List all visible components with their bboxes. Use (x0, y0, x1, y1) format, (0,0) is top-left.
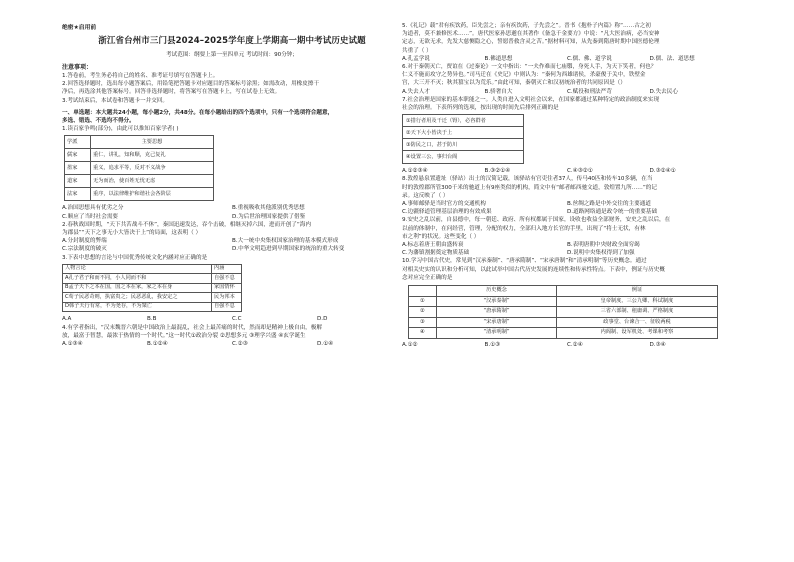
option-c[interactable]: C.顺应了当时社会需要 (62, 213, 119, 220)
table-header-row: 学派 主要思想 (65, 136, 214, 149)
option-d[interactable]: D.失去民心 (649, 88, 678, 95)
option-c[interactable]: C.④③②① (567, 168, 593, 175)
table-header-row: 历史概念 例证 (409, 286, 718, 297)
question-5: 5.《礼记》载“君有疾饮药，臣先尝之；亲有疾饮药，子先尝之”。晋书《抱朴子内篇》称“……古之初 为道者，莫不兼修医术……”。唐代医家孙思邈在其著作《备急千金要方》中说：“凡大医治病，必当安神 定志，无欲无求，先发大慈恻隐之心，誓愿普救含灵之苦。”据材料可知，从先秦到隋唐时期中国医德伦理 共重了（ ） A.孔孟学说 B.佛道思想 C.儒、佛、道学说 D.儒、法、道思想 (402, 22, 732, 63)
table-row: 法家 重序，以法律维护和谐社会各阶层 (65, 188, 214, 201)
option-b[interactable]: B.骄奢自大 (484, 88, 513, 95)
section-heading: 一、单选题：本大题共24小题，每小题2分，共48分。在每小题给出的四个选项中，只有一个选项符合题意， 多选、错选、不选均不得分。 (62, 109, 334, 125)
q8-options (402, 200, 732, 216)
table-row: ② “唐承隋制” 三省六部制、租庸调、严格制度 (409, 307, 718, 318)
option-b[interactable]: B.丝绸之路是中外交往的主要通道 (567, 201, 651, 208)
table-row: ④ “清承明制” 内阁制、设军机处、考课和考察 (409, 328, 718, 339)
option-a[interactable]: A.失去人才 (402, 88, 430, 95)
q6-options (402, 88, 732, 96)
notes-list (62, 72, 402, 105)
table-header-row: 人物言论 内涵 (63, 264, 242, 274)
option-d[interactable]: D.①④ (317, 340, 334, 347)
q10-table (408, 285, 718, 339)
option-c[interactable]: C.边疆驿道管理基层治理的有效成果 (402, 209, 492, 216)
option-a[interactable]: A.①②③④ (402, 168, 428, 175)
option-b[interactable]: B.表明唐朝中央财政全面穷竭 (567, 242, 640, 249)
material-item: ②天下大小皆决于上 (403, 127, 523, 139)
material-item: ④设置三公，事归台阁 (406, 154, 458, 161)
option-b[interactable]: B.①③ (484, 341, 501, 348)
option-a[interactable]: A.治国思想具有优劣之分 (62, 205, 124, 212)
table-row: B孟子天下之本在国，国之本在家，家之本在身 家国情怀 (63, 283, 242, 293)
option-b[interactable]: B.①②④ (147, 340, 168, 347)
table-row: D韩子天行有常，不为尧存，不为桀亡 自强不息 (63, 302, 242, 312)
q10-options (402, 341, 732, 349)
option-d[interactable]: D.③②④① (649, 168, 676, 175)
exam-scope: 考试范围：纲要上第一至四单元 考试时间：90分钟； (166, 52, 298, 58)
note-item: 2.回答选择题时，选出每小题答案后，用铅笔把答题卡对应题目的答案标号涂黑；如需改动，用橡皮擦干 (62, 81, 320, 88)
option-c[interactable]: C.②④ (567, 341, 583, 348)
option-d[interactable]: D.儒、法、道思想 (649, 55, 695, 62)
q9-options (402, 241, 732, 257)
question-6: 6.对于秦朝灭亡，贾谊在《过秦论》一文中指出：“一夫作难而七庙隳，身死人手，为天下笑者，何也？ 仁义不施而攻守之势异也。”司马迁在《史记》中则认为：“秦何为西雄诸侯，杀豪俊于关中，铁壁金 宫，大三开不灭；秋其篡宝以为荒乐。”由此可知，秦朝灭亡和汉初统治者的共同原因是（） A.失去人才 B.骄奢自大 C.赋役和刑法严苛 D.失去民心 (402, 63, 732, 96)
option-d[interactable]: D.中华文明趋进到早期国家的统治的重大转变 (232, 246, 345, 253)
option-d[interactable]: D.说明中央集权得到了加强 (567, 250, 635, 257)
question-4: 4.有学者指出，“汉末魏晋六朝是中国政治上最混乱，社会上最苦痛的时代，然而却是精神上极自由，极解 放，最富于智慧，最浓于热情的一个时代。”这一时代①政治分裂 ②思想多元 ③理学兴盛 ④玄学诞生 A.①③④ B.①②④ C.②③ D.①④ (62, 324, 402, 349)
option-d[interactable]: D.道路网络通是政令统一的重要基础 (567, 209, 657, 216)
question-1 (62, 125, 402, 221)
q1-table (64, 135, 214, 201)
q4-options (62, 340, 402, 348)
q1-options (62, 204, 402, 220)
notes-heading: 注意事项： (62, 64, 93, 71)
question-2: 2.春秋战国时期，“天下共苦战斗不休”，秦国迅速发达，吞个击破，相继灭掉六国，进而开创了“海内 为郡县”“天下之事无小大皆决于上”的局面，这表明（ ） A.分封制度的弊端 B.大一统中央集权国家治理的基本模式形成 C.宗法制度的破灭 D.中华文明趋进到早期国家的统治的重大转变 (62, 221, 402, 254)
question-3: 3.下表中思想的言论与中国优秀传统文化内涵对应正确的是 人物言论 内涵 A孔子君子和而不同，小人同而不和 自强不息 B孟子天下之本在国，国之本在家，家之本在身 家国情怀 C荀子民恶苛则，执富贵之；民恶恶乱，我安定之 民为邦本 D韩子天行有常，不为尧存，不为桀亡 自强不息 A.A B.B C.C D.D (62, 254, 402, 324)
question-9: 9.安史之乱以前，自县德中，每一朝廷、政府、所有权都属于国家，设收也收益全部财务，安史之乱以后，在 以前的体制中，在问经营，管理，分配的权力，全部归入地方长官的手里，出现了“将士无状，有林 市之利”的状况。这些变化（ ） A.标志着唐王朝由盛转衰 B.表明唐朝中央财政全面穷竭 C.为藩镇割据奠定物质基础 D.说明中央集权得到了加强 (402, 216, 732, 257)
table-row: 儒家 重仁，讲礼，知和顺，克己复礼 (65, 149, 214, 162)
table-row: ③ “宋承唐制” 政事堂、台谏合一、征收两税 (409, 317, 718, 328)
option-a[interactable]: A.分封制度的弊端 (62, 238, 107, 245)
q5-options (402, 55, 732, 63)
note-item: 1.答卷前，考生务必将自己的姓名、准考证号填写在答题卡上。 (62, 73, 219, 79)
option-c[interactable]: C.赋役和刑法严苛 (567, 88, 612, 95)
q3-options (62, 315, 402, 323)
q7-options (402, 167, 732, 175)
material-item: ①措行者用及干迁（锝），必咨群者 (403, 115, 523, 127)
option-b[interactable]: B.B (147, 316, 157, 323)
q7-materials-box (402, 114, 524, 164)
option-c[interactable]: C.C (232, 316, 242, 323)
option-a[interactable]: A.①② (402, 341, 418, 348)
table-row: 墨家 重义，追求平等，反对不义战争 (65, 162, 214, 175)
q2-options (62, 237, 402, 253)
table-row: ① “汉承秦制” 皇帝制度、三公九卿、科试制度 (409, 296, 718, 307)
option-a[interactable]: A.①③④ (62, 340, 83, 347)
option-b[interactable]: B.佛道思想 (484, 55, 513, 62)
right-column (402, 0, 732, 349)
option-d[interactable]: D.③④ (649, 341, 666, 348)
table-row: A孔子君子和而不同，小人同而不和 自强不息 (63, 274, 242, 284)
table-row: C荀子民恶苛则，执富贵之；民恶恶乱，我安定之 民为邦本 (63, 293, 242, 303)
option-c[interactable]: C.儒、佛、道学说 (567, 55, 612, 62)
exam-title: 浙江省台州市三门县2024–2025学年度上学期高一期中考试历史试题 (98, 36, 366, 46)
option-c[interactable]: C.②③ (232, 340, 248, 347)
secret-tag: 绝密★启用前 (62, 25, 97, 31)
option-a[interactable]: A.事师邮驿是当时官方的交通机构 (402, 201, 486, 208)
option-b[interactable]: B.重视吸收其他派别优秀思想 (232, 205, 305, 212)
q3-table (62, 264, 242, 313)
question-10: 10.学习中国古代史，常见到“汉承秦制”、“唐承隋制”、“宋承唐制”和“清承明制”等历史概念。通过 对相关史实的认识和分析可知，以此试举中国古代历史发展的连续性和传承性特点。下表中，例证与历史概 念对应完全正确的是 历史概念 例证 ① “汉承秦制” 皇帝制度、三公九卿、科试制度 ② “唐承隋制” 三省六部制、租庸调、严格制度 ③ “宋承唐制” 政事堂、台谏合一、征收两税 ④ “清承明制” 内阁制、设军机处、考课和考察 A.①② B.①③ C.②④ D.③④ (402, 257, 732, 348)
option-c[interactable]: C.宗法制度的破灭 (62, 246, 107, 253)
note-item: 3.考试结束后，本试卷和答题卡一并交回。 (62, 97, 169, 104)
question-stem: 1.读百家争鸣(部分)，由此可以推知百家学者( ) (62, 126, 179, 133)
question-7: 7.社会治理是国家的基本职能之一。人类自进入文明社会以来，在国家都通过某种特定的政治制度来实现 社会的治理。下表所列的选项，按出现的时间先后排列正确的是 ①措行者用及干迁（锝），必咨群者 ②天下大小皆决于上 ③防民之口，甚于防川 ④设置三公，事归台阁 A.①②③④ B.③②①④ C.④③②① D.③②④① (402, 96, 732, 176)
question-8: 8.敦煌悬泉置遗址（驿站）出土的汉简记载，该驿站有官吏住者37人，传马40匹和传车10多辆，在当 时的敦煌郡所管300千米的驰道上有9座类似的机构，简文中有“邮者邮西驰文道，敦煌置九所……”的记 录。这反映了（ ） A.事师邮驿是当时官方的交通机构 B.丝绸之路是中外交往的主要通道 C.边疆驿道管理基层治理的有效成果 D.道路网络通是政令统一的重要基础 (402, 175, 732, 216)
option-a[interactable]: A.A (62, 316, 72, 323)
table-row: 道家 无为而治，使百姓无忧无虑 (65, 175, 214, 188)
option-b[interactable]: B.③②①④ (484, 168, 511, 175)
option-a[interactable]: A.孔孟学说 (402, 55, 430, 62)
option-d[interactable]: D.为后世治理国家提供了借鉴 (232, 213, 306, 220)
note-item: 净后，再选涂其他答案标号。回答非选择题时，将答案写在答题卡上，写在试卷上无效。 (62, 89, 281, 96)
option-b[interactable]: B.大一统中央集权国家治理的基本模式形成 (232, 238, 339, 245)
left-column (62, 0, 402, 348)
option-d[interactable]: D.D (317, 316, 328, 323)
option-a[interactable]: A.标志着唐王朝由盛转衰 (402, 242, 464, 249)
option-c[interactable]: C.为藩镇割据奠定物质基础 (402, 250, 470, 257)
material-item: ③防民之口，甚于防川 (403, 139, 523, 151)
